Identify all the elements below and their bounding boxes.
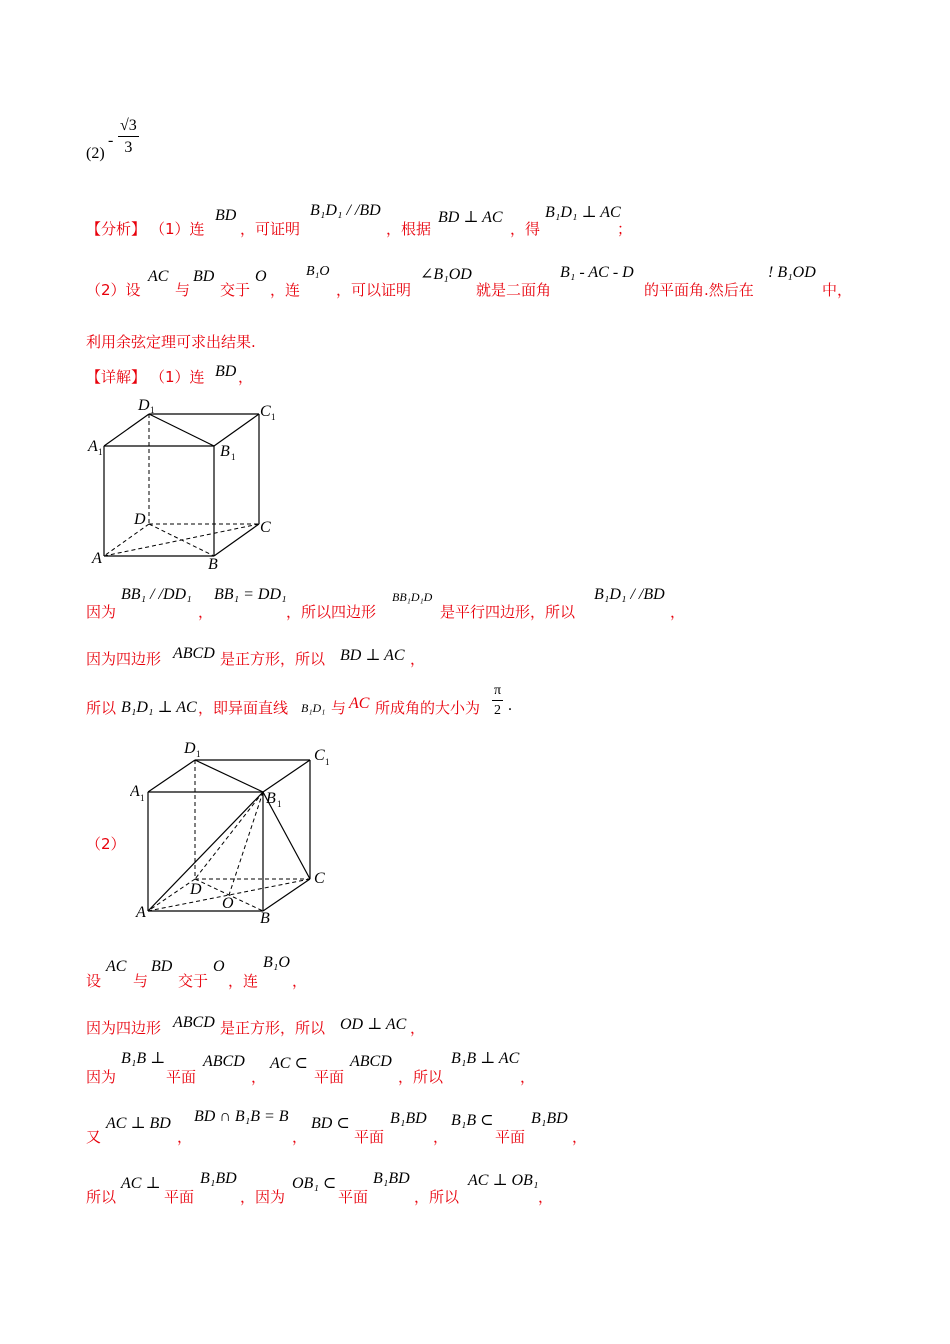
answer-label: (2)	[86, 145, 105, 162]
d-l1-t2: ，所以四边形	[286, 603, 377, 621]
fig2-label-a: A	[136, 904, 146, 921]
d-l2-t2: 是正方形，所以	[220, 650, 326, 668]
d-bd-sub: BD ⊂	[311, 1115, 350, 1132]
answer-fraction	[118, 118, 139, 156]
fig2-label-d1-sub: 1	[196, 749, 201, 759]
d-two: 2	[494, 703, 502, 718]
d-l7-plane2: 平面	[495, 1128, 526, 1146]
analysis-p1-t3: ，得	[510, 220, 541, 238]
d-l8-plane1: 平面	[164, 1188, 195, 1206]
fig1-label-c1: C	[260, 403, 271, 420]
d-l4-bd: BD	[151, 958, 173, 975]
d-l6-t2: ，所以	[398, 1068, 444, 1086]
detail-tag: 【详解】	[86, 368, 147, 386]
fig2-label-d: D	[190, 881, 202, 898]
d-ob1-sub: OB₁ ⊂	[292, 1175, 337, 1192]
d-l6-abcd: ABCD	[203, 1053, 245, 1070]
d-l5-t2: 是正方形，所以	[220, 1019, 326, 1037]
d-l4-end: ，	[292, 972, 308, 990]
d-l3-t2: ，即异面直线	[198, 699, 289, 717]
fig2-label-b1: B	[266, 790, 276, 807]
analysis-p2-t4: ，可以证明	[336, 281, 412, 299]
d-bb1-eq-dd1: BB₁ = DD₁	[214, 586, 287, 603]
analysis-tag: 【分析】	[86, 220, 147, 238]
d-l7-c2: ，	[292, 1128, 308, 1146]
analysis-bd: BD	[215, 207, 237, 224]
d-l3-t4: 所成角的大小为	[375, 699, 481, 717]
detail-bd: BD	[215, 363, 237, 380]
d-l8-plane2: 平面	[338, 1188, 369, 1206]
fig2-label-c1: C	[314, 747, 325, 764]
d-b1b-perp: B₁B ⊥	[121, 1050, 166, 1067]
d-ac-perp-bd: AC ⊥ BD	[106, 1115, 171, 1132]
answer-sign: -	[108, 132, 114, 149]
analysis-p1-prefix: （1）连	[150, 220, 205, 238]
d-bd-perp-ac: BD ⊥ AC	[340, 647, 405, 664]
d-l4-ac: AC	[106, 958, 127, 975]
analysis-bd-2: BD	[193, 268, 215, 285]
fig1-label-a1-sub: 1	[98, 447, 103, 457]
analysis-b1d1-perp-ac: B₁D₁ ⊥ AC	[545, 204, 621, 221]
fig2-label-b: B	[260, 910, 270, 927]
d-b1b-perp-ac: B₁B ⊥ AC	[451, 1050, 520, 1067]
d-l4-t4: ，连	[228, 972, 259, 990]
d-l3-t3: 与	[331, 699, 347, 717]
analysis-b1d1-par-bd: B₁D₁ / /BD	[310, 202, 381, 219]
analysis-angle: ∠B₁OD	[420, 266, 472, 283]
analysis-p2-t6: 的平面角.然后在	[644, 281, 754, 299]
d-ac-perp-ob1: AC ⊥ OB₁	[468, 1172, 539, 1189]
analysis-p2-t1: 与	[175, 281, 191, 299]
d-l4-o: O	[213, 958, 225, 975]
fig1-label-d1-sub: 1	[150, 405, 155, 415]
d-l8-b1bd1: B₁BD	[200, 1170, 237, 1187]
d-l7-b1bd2: B₁BD	[531, 1110, 568, 1127]
analysis-triangle: ! B₁OD	[768, 264, 816, 281]
d-l8-t3: ，所以	[414, 1188, 460, 1206]
analysis-p1-t1: ，可证明	[240, 220, 301, 238]
d-l4-t3: 交于	[178, 972, 209, 990]
d-l8-end: ，	[538, 1188, 554, 1206]
d-l6-c1: ，	[251, 1068, 267, 1086]
d-l3-t1: 所以	[86, 699, 117, 717]
d-l4-t2: 与	[133, 972, 149, 990]
d-od-perp-ac: OD ⊥ AC	[340, 1016, 407, 1033]
cube-figure-2	[130, 740, 340, 930]
d-l6-end: ，	[520, 1068, 536, 1086]
fig1-label-d: D	[134, 511, 146, 528]
d-pi-over-2	[492, 684, 503, 718]
d-l5-t1: 因为四边形	[86, 1019, 162, 1037]
fig2-label-d1: D	[184, 740, 196, 757]
fig1-label-a1: A	[88, 438, 98, 455]
fig2-label-o: O	[222, 895, 234, 912]
analysis-b1o: B₁O	[306, 264, 330, 279]
d-p2-label: （2）	[86, 835, 126, 853]
detail-p1-prefix: （1）连	[150, 368, 205, 386]
d-b1d1-small: B₁D₁	[301, 701, 326, 715]
d-l7-t1: 又	[86, 1128, 102, 1146]
fig2-label-c: C	[314, 870, 325, 887]
detail-comma: ，	[238, 368, 254, 386]
d-l6-t1: 因为	[86, 1068, 117, 1086]
d-l4-t1: 设	[86, 972, 102, 990]
analysis-o: O	[255, 268, 267, 285]
d-l8-t2: ，因为	[240, 1188, 286, 1206]
fig1-label-d1: D	[138, 397, 150, 414]
cube-figure-1	[86, 394, 286, 574]
d-b1d1-perp-ac: B₁D₁ ⊥ AC	[121, 699, 197, 716]
analysis-dihedral: B₁ - AC - D	[560, 264, 634, 281]
analysis-p1-end: ；	[617, 220, 633, 238]
d-l7-c3: ，	[433, 1128, 449, 1146]
d-ac: AC	[349, 695, 370, 712]
d-bd-cap: BD ∩ B₁B = B	[194, 1108, 289, 1125]
analysis-p2-prefix: （2）设	[86, 281, 141, 299]
d-l6-plane2: 平面	[314, 1068, 345, 1086]
d-l8-t1: 所以	[86, 1188, 117, 1206]
analysis-bd-perp-ac: BD ⊥ AC	[438, 209, 503, 226]
d-l8-b1bd2: B₁BD	[373, 1170, 410, 1187]
d-l6-abcd2: ABCD	[350, 1053, 392, 1070]
d-l7-end: ，	[572, 1128, 588, 1146]
d-bb1d1d: BB₁D₁D	[392, 590, 433, 604]
fig1-label-c1-sub: 1	[271, 412, 276, 422]
fig1-label-b: B	[208, 556, 218, 573]
fig1-label-a: A	[92, 550, 102, 567]
d-bb1-par-dd1: BB₁ / /DD₁	[121, 586, 192, 603]
d-ac-perp: AC ⊥	[121, 1175, 161, 1192]
analysis-p2-t2: 交于	[220, 281, 251, 299]
d-l7-b1bd1: B₁BD	[390, 1110, 427, 1127]
d-l5-end: ，	[410, 1019, 426, 1037]
d-l1-end: ，	[670, 603, 686, 621]
fig1-label-b1-sub: 1	[231, 452, 236, 462]
d-abcd: ABCD	[173, 645, 215, 662]
analysis-ac: AC	[148, 268, 169, 285]
analysis-p2-t3: ，连	[270, 281, 301, 299]
d-l1-c: ，	[198, 603, 214, 621]
d-l5-abcd: ABCD	[173, 1014, 215, 1031]
answer-numerator: √3	[118, 118, 139, 137]
d-pi: π	[492, 684, 503, 701]
fig2-label-a1: A	[130, 783, 140, 800]
d-l7-c1: ，	[177, 1128, 193, 1146]
d-l6-plane: 平面	[166, 1068, 197, 1086]
fig1-label-b1: B	[220, 443, 230, 460]
analysis-p3: 利用余弦定理可求出结果.	[86, 333, 256, 351]
fig2-label-b1-sub: 1	[277, 799, 282, 809]
analysis-p2-t5: 就是二面角	[476, 281, 552, 299]
d-l2-t1: 因为四边形	[86, 650, 162, 668]
d-l7-plane1: 平面	[354, 1128, 385, 1146]
d-ac-sub: AC ⊂	[270, 1055, 308, 1072]
d-l2-end: ，	[410, 650, 426, 668]
analysis-p1-t2: ，根据	[386, 220, 432, 238]
fig1-label-c: C	[260, 519, 271, 536]
d-l4-b1o: B₁O	[263, 954, 290, 971]
fig2-label-c1-sub: 1	[325, 757, 330, 767]
d-period: .	[508, 697, 512, 714]
d-l1-t1: 因为	[86, 603, 117, 621]
analysis-p2-t7: 中，	[822, 281, 853, 299]
d-b1d1-par-bd: B₁D₁ / /BD	[594, 586, 665, 603]
answer-denominator: 3	[124, 139, 133, 156]
d-b1b-sub: B₁B ⊂	[451, 1112, 494, 1129]
fig2-label-a1-sub: 1	[140, 793, 145, 803]
d-l1-t3: 是平行四边形，所以	[440, 603, 576, 621]
